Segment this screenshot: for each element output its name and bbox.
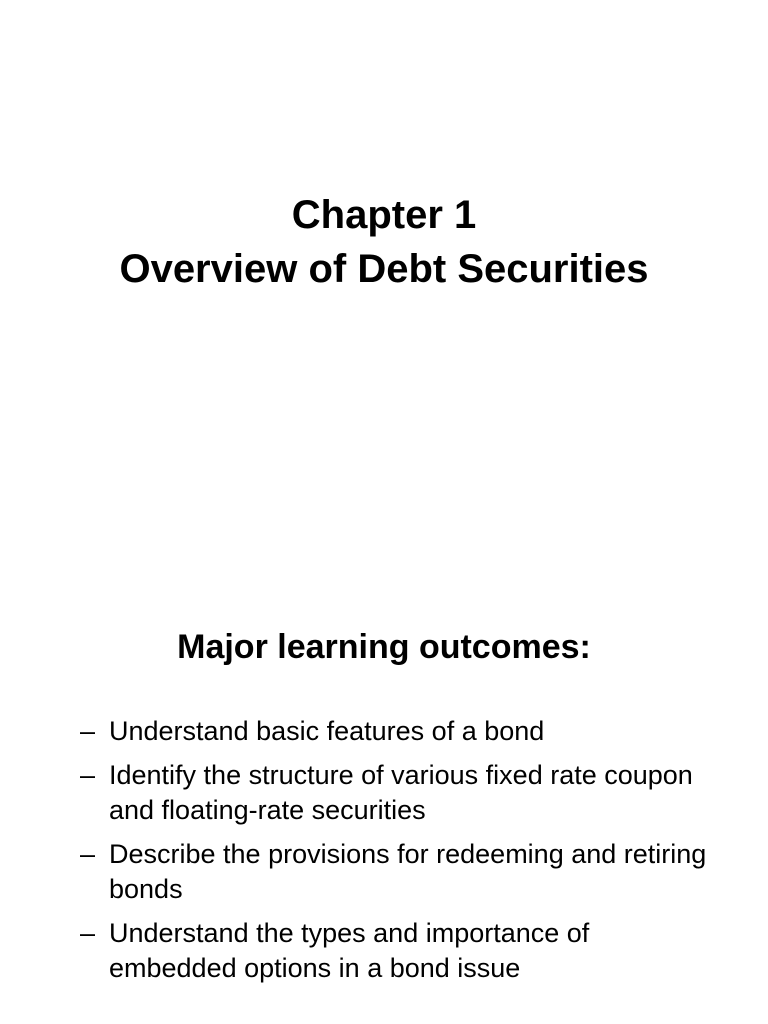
dash-bullet-icon: –	[80, 760, 96, 790]
dash-bullet-icon: –	[80, 918, 96, 948]
outcome-text: Describe the provisions for redeeming and retiring bonds	[109, 839, 707, 904]
outcome-item	[80, 714, 720, 749]
outcome-text: Identify the structure of various fixed rate coupon and floating-rate securities	[109, 760, 693, 825]
chapter-label: Chapter 1	[291, 193, 477, 237]
slide-title-block	[0, 188, 768, 296]
outcome-item	[80, 837, 720, 907]
outcomes-heading: Major learning outcomes:	[177, 628, 591, 666]
outcome-text: Understand basic features of a bond	[109, 716, 545, 746]
outcome-item	[80, 916, 720, 986]
dash-bullet-icon: –	[80, 839, 96, 869]
dash-bullet-icon: –	[80, 716, 96, 746]
outcome-text: Understand the types and importance of embedded options in a bond issue	[109, 918, 590, 983]
outcomes-list	[80, 714, 720, 995]
outcome-item	[80, 758, 720, 828]
chapter-title: Overview of Debt Securities	[119, 247, 649, 291]
